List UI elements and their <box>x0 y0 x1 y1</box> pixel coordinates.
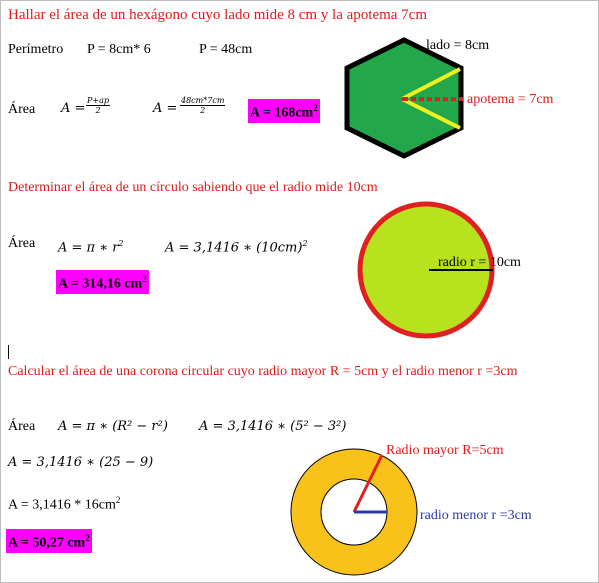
result-exponent-1: 2 <box>313 103 318 113</box>
radio-mayor-label: Radio mayor R=5cm <box>386 443 504 458</box>
area-sub-3: A = 3,1416 ∗ (5² − 3²) <box>199 419 347 434</box>
result-exponent-3: 2 <box>85 533 90 543</box>
radio-menor-label: radio menor r =3cm <box>420 508 532 523</box>
area-sub-2 <box>165 236 308 256</box>
area-step2-3: A = 3,1416 ∗ (25 − 9) <box>8 455 154 470</box>
area-label-1: Área <box>8 102 36 117</box>
fraction-denominator: 2 <box>200 106 206 115</box>
result-exponent-2: 2 <box>142 274 147 284</box>
area-step3-3 <box>8 492 120 514</box>
area-sub-fraction-1 <box>180 96 225 115</box>
result-text-1: A = 168cm <box>250 105 314 121</box>
area-fraction-1 <box>86 96 110 115</box>
result-highlight-2 <box>56 270 149 294</box>
area-sub-text-2: A = 3,1416 ∗ (10cm) <box>165 240 303 256</box>
result-highlight-3 <box>6 529 92 553</box>
fraction-denominator: 2 <box>95 106 101 115</box>
perimetro-result: P = 48cm <box>199 42 253 57</box>
apotema-label: apotema = 7cm <box>467 92 554 107</box>
area-label-2: Área <box>8 236 36 251</box>
problem3-title: Calcular el área de una corona circular cuyo radio mayor R = 5cm y el radio menor r =3cm <box>8 364 518 379</box>
area-sub-exp-2: 2 <box>302 239 308 248</box>
area-formula-exp-2: 2 <box>118 239 124 248</box>
area-step3-text-3: A = 3,1416 * 16cm <box>8 497 116 513</box>
perimetro-formula: P = 8cm* 6 <box>87 42 151 57</box>
fraction-numerator: 48cm*7cm <box>181 96 225 105</box>
text-cursor[interactable] <box>8 345 9 359</box>
result-highlight-1 <box>248 99 320 123</box>
area-formula-3: A = π ∗ (R² − r²) <box>58 419 168 434</box>
area-formula-2 <box>58 236 124 256</box>
fraction-numerator: P+ap <box>87 96 109 105</box>
area-sub-lhs-1: A = <box>153 101 178 116</box>
lado-label: lado = 8cm <box>426 38 490 53</box>
problem2-title: Determinar el área de un círculo sabiendo que el radio mide 10cm <box>8 180 378 195</box>
problem1-title: Hallar el área de un hexágono cuyo lado mide 8 cm y la apotema 7cm <box>8 7 428 23</box>
area-formula-lhs-1: A = <box>61 101 86 116</box>
radio-label: radio r = 10cm <box>438 255 521 270</box>
hexagon-center-dot <box>401 97 405 101</box>
area-label-3: Área <box>8 419 36 434</box>
area-step3-exp-3: 2 <box>115 495 121 505</box>
perimetro-label: Perímetro <box>8 42 64 57</box>
area-formula-text-2: A = π ∗ r <box>58 240 119 256</box>
result-text-3: A = 50,27 cm <box>8 535 86 551</box>
result-text-2: A = 314,16 cm <box>58 276 143 292</box>
